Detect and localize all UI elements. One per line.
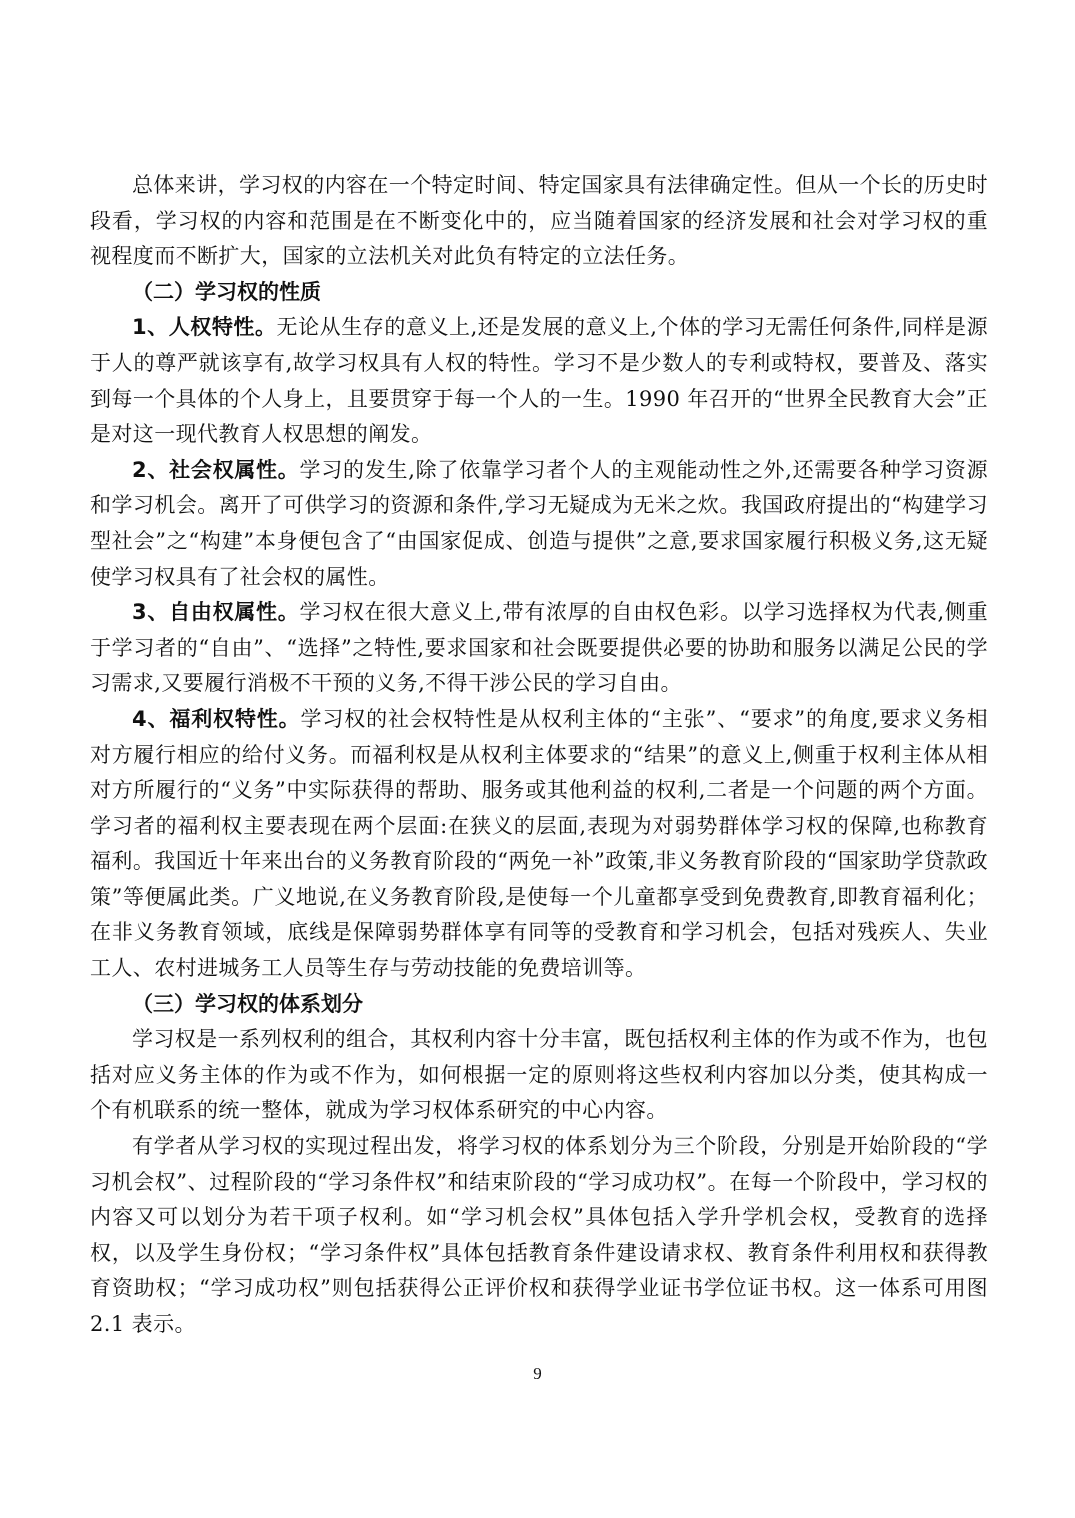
paragraph-system-intro: 学习权是一系列权利的组合，其权利内容十分丰富，既包括权利主体的作为或不作为，也包括对应义务主体的作为或不作为，如何根据一定的原则将这些权利内容加以分类，使其构成一个有机联系的统一整体，就成为学习权体系研究的中心内容。 (90, 1027, 988, 1123)
paragraph-human-rights (90, 310, 988, 452)
page-number: 9 (533, 1364, 542, 1383)
item-lead-social-rights: 2、社会权属性。 (132, 457, 300, 482)
item-body-welfare-rights: 学习权的社会权特性是从权利主体的“主张”、“要求”的角度,要求义务相对方履行相应的给付义务。而福利权是从权利主体要求的“结果”的意义上,侧重于权利主体从相对方所履行的“义务”中实际获得的帮助、服务或其他利益的权利,二者是一个问题的两个方面。学习者的福利权主要表现在两个层面:在狭义的层面,表现为对弱势群体学习权的保障,也称教育福利。我国近十年来出台的义务教育阶段的“两免一补”政策,非义务教育阶段的“国家助学贷款政策”等便属此类。广义地说,在义务教育阶段,是使每一个儿童都享受到免费教育,即教育福利化；在非义务教育领域，底线是保障弱势群体享有同等的受教育和学习机会，包括对残疾人、失业工人、农村进城务工人员等生存与劳动技能的免费培训等。 (90, 706, 988, 981)
item-lead-human-rights: 1、人权特性。 (132, 315, 277, 340)
document-body (90, 168, 988, 1343)
item-body-freedom-rights: 学习权在很大意义上,带有浓厚的自由权色彩。以学习选择权为代表,侧重于学习者的“自由”、“选择”之特性,要求国家和社会既要提供必要的协助和服务以满足公民的学习需求,又要履行消极不干预的义务,不得干涉公民的学习自由。 (90, 600, 988, 696)
paragraph-summary: 总体来讲，学习权的内容在一个特定时间、特定国家具有法律确定性。但从一个长的历史时段看，学习权的内容和范围是在不断变化中的，应当随着国家的经济发展和社会对学习权的重视程度而不断扩大，国家的立法机关对此负有特定的立法任务。 (90, 173, 988, 269)
item-lead-welfare-rights: 4、福利权特性。 (132, 706, 301, 731)
section-heading-system: （三）学习权的体系划分 (132, 991, 363, 1016)
paragraph-system-stages: 有学者从学习权的实现过程出发，将学习权的体系划分为三个阶段，分别是开始阶段的“学习机会权”、过程阶段的“学习条件权”和结束阶段的“学习成功权”。在每一个阶段中，学习权的内容又可以划分为若干项子权利。如“学习机会权”具体包括入学升学机会权，受教育的选择权，以及学生身份权；“学习条件权”具体包括教育条件建设请求权、教育条件利用权和获得教育资助权；“学习成功权”则包括获得公正评价权和获得学业证书学位证书权。这一体系可用图 2.1 表示。 (90, 1134, 988, 1336)
paragraph-social-rights (90, 453, 988, 595)
item-lead-freedom-rights: 3、自由权属性。 (132, 600, 300, 625)
paragraph-welfare-rights (90, 702, 988, 987)
paragraph-freedom-rights (90, 595, 988, 702)
section-heading-nature: （二）学习权的性质 (132, 279, 321, 304)
item-body-human-rights: 无论从生存的意义上,还是发展的意义上,个体的学习无需任何条件,同样是源于人的尊严就该享有,故学习权具有人权的特性。学习不是少数人的专利或特权，要普及、落实到每一个具体的个人身上，且要贯穿于每一个人的一生。1990 年召开的“世界全民教育大会”正是对这一现代教育人权思想的阐发。 (90, 315, 988, 447)
item-body-social-rights: 学习的发生,除了依靠学习者个人的主观能动性之外,还需要各种学习资源和学习机会。离开了可供学习的资源和条件,学习无疑成为无米之炊。我国政府提出的“构建学习型社会”之“构建”本身便包含了“由国家促成、创造与提供”之意,要求国家履行积极义务,这无疑使学习权具有了社会权的属性。 (90, 457, 988, 589)
